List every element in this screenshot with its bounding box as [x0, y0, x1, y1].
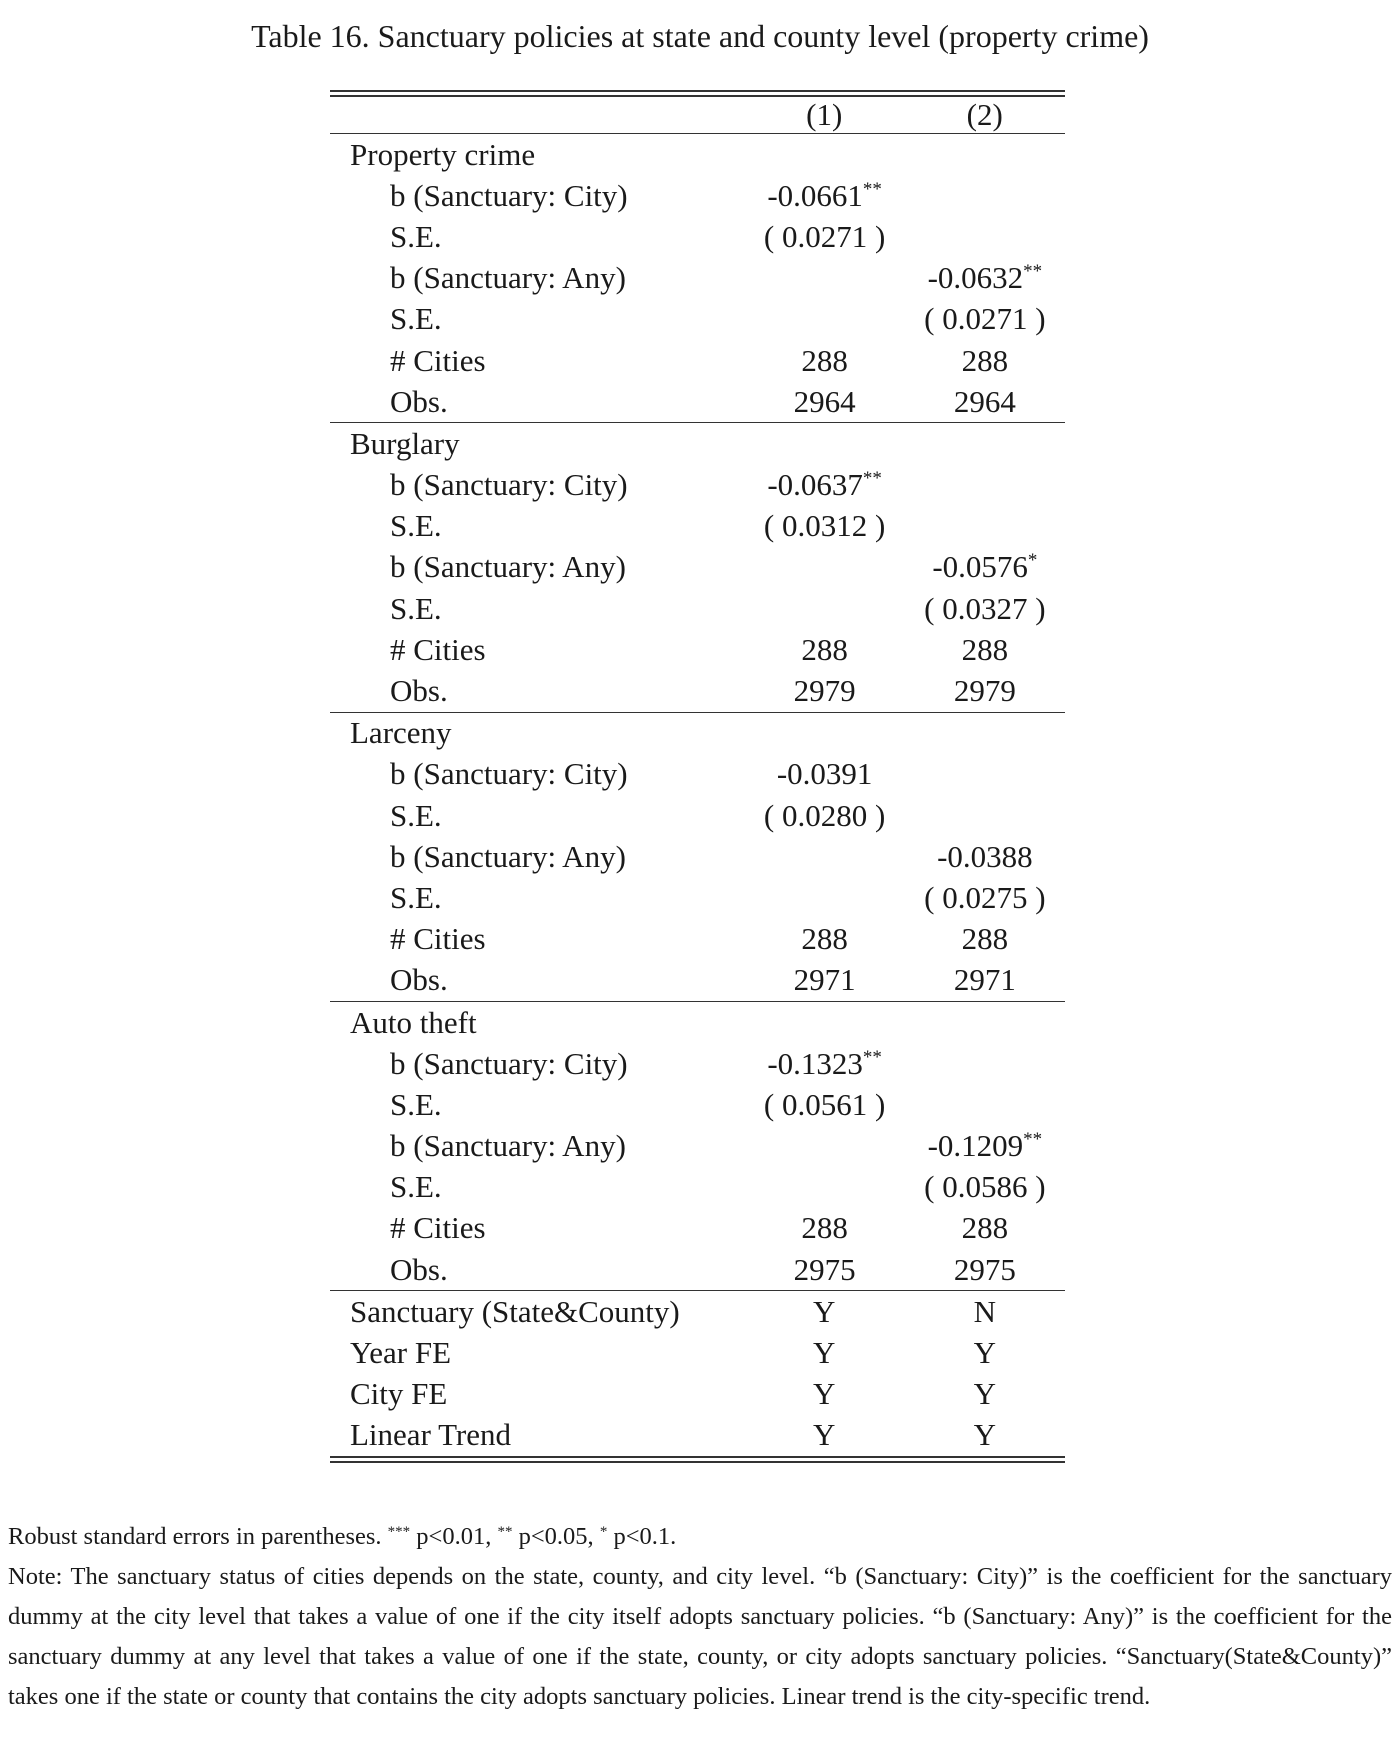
cell-col-2: ( 0.0586 )	[924, 1169, 1046, 1205]
cell-col-2: ( 0.0327 )	[924, 590, 1046, 626]
row-label: S.E.	[390, 508, 442, 544]
control-col-2: Y	[973, 1335, 996, 1371]
table-row	[330, 588, 1065, 629]
control-row	[330, 1415, 1065, 1456]
table-body	[330, 133, 1065, 1456]
row-label: S.E.	[390, 1086, 442, 1122]
cell-col-1: 288	[801, 631, 848, 667]
row-label: S.E.	[390, 590, 442, 626]
table-row	[330, 1043, 1065, 1084]
panel-title-row	[330, 1002, 1065, 1043]
row-label: b (Sanctuary: City)	[390, 177, 628, 213]
row-label: # Cities	[390, 342, 486, 378]
cell-col-2: 2971	[953, 962, 1016, 998]
control-label: Year FE	[350, 1335, 452, 1371]
cell-col-2: 288	[961, 631, 1009, 667]
row-label: S.E.	[390, 1169, 442, 1205]
cell-col-1: -0.0661**	[767, 177, 882, 213]
row-label: S.E.	[390, 218, 442, 254]
control-col-2: Y	[973, 1376, 996, 1412]
significance-prefix: Robust standard errors in parentheses.	[8, 1523, 382, 1550]
column-header-row	[330, 97, 1065, 133]
cell-col-2: 288	[961, 342, 1009, 378]
control-row	[330, 1332, 1065, 1373]
row-label: b (Sanctuary: City)	[390, 467, 628, 503]
cell-col-1: ( 0.0271 )	[763, 218, 886, 254]
row-label: Obs.	[390, 383, 448, 419]
table-row	[330, 795, 1065, 836]
table-row	[330, 1126, 1065, 1167]
cell-col-1: ( 0.0561 )	[763, 1086, 886, 1122]
row-label: b (Sanctuary: Any)	[390, 1128, 626, 1164]
cell-col-2: 288	[961, 921, 1009, 957]
row-label: Obs.	[390, 673, 448, 709]
table-row	[330, 465, 1065, 506]
table-row	[330, 1167, 1065, 1208]
cell-col-1: 2971	[793, 962, 856, 998]
explanatory-note: Note: The sanctuary status of cities depends on the state, county, and city level. “b (Sanctuary: City)” is the coefficient for the sanctuary dummy at the city level that takes a value of one if the city itself adopts sanctuary policies. “b (Sanctuary: Any)” is the coefficient for the sanctuary dummy at any level that takes a value of one if the state, county, or city adopts sanctuary policies. “Sanctuary(State&County)” takes one if the state or county that contains the city adopts sanctuary policies. Linear trend is the city-specific trend.	[8, 1563, 1392, 1710]
row-label: Obs.	[390, 1251, 448, 1287]
control-col-2: N	[973, 1293, 996, 1329]
cell-col-1: 288	[801, 921, 848, 957]
cell-col-2: -0.0632**	[927, 260, 1043, 296]
significance-note	[8, 1512, 1392, 1557]
cell-col-2: -0.1209**	[927, 1128, 1043, 1164]
control-col-1: Y	[813, 1335, 836, 1371]
table-row	[330, 836, 1065, 877]
column-header-1: (1)	[806, 97, 843, 132]
panel-title: Burglary	[350, 425, 460, 461]
cell-col-1: ( 0.0312 )	[763, 508, 886, 544]
table-row	[330, 216, 1065, 257]
cell-col-1: 288	[801, 342, 848, 378]
cell-col-2: -0.0388	[937, 838, 1033, 874]
row-label: b (Sanctuary: Any)	[390, 549, 626, 585]
panel-title-row	[330, 713, 1065, 754]
table-row	[330, 258, 1065, 299]
cell-col-2: ( 0.0271 )	[924, 301, 1046, 337]
table-row	[330, 629, 1065, 670]
table-row	[330, 299, 1065, 340]
sig-item: * p<0.1.	[599, 1523, 677, 1550]
control-col-1: Y	[813, 1417, 836, 1453]
cell-col-2: 2975	[953, 1251, 1016, 1287]
table-row	[330, 1084, 1065, 1125]
cell-col-2: -0.0576*	[932, 549, 1038, 585]
table-row	[330, 175, 1065, 216]
panel-title-row	[330, 423, 1065, 464]
table-row	[330, 340, 1065, 381]
top-rule	[330, 90, 1065, 97]
cell-col-2: 2979	[953, 673, 1016, 709]
control-label: City FE	[350, 1376, 448, 1412]
row-label: # Cities	[390, 631, 486, 667]
row-label: # Cities	[390, 1210, 486, 1246]
row-label: S.E.	[390, 879, 442, 915]
table-row	[330, 506, 1065, 547]
table-notes	[8, 1512, 1392, 1717]
table-row	[330, 547, 1065, 588]
regression-table	[330, 90, 1065, 1463]
table-row	[330, 1208, 1065, 1249]
cell-col-1: ( 0.0280 )	[763, 797, 886, 833]
control-col-1: Y	[813, 1293, 836, 1329]
row-label: S.E.	[390, 797, 442, 833]
cell-col-2: 288	[961, 1210, 1009, 1246]
panel-title: Larceny	[350, 715, 452, 751]
table-row	[330, 919, 1065, 960]
row-label: S.E.	[390, 301, 442, 337]
cell-col-1: 2979	[793, 673, 856, 709]
cell-col-2: 2964	[953, 383, 1016, 419]
row-label: b (Sanctuary: City)	[390, 756, 628, 792]
table-caption: Table 16. Sanctuary policies at state and county level (property crime)	[251, 18, 1149, 54]
cell-col-1: -0.1323**	[767, 1045, 882, 1081]
table-row	[330, 754, 1065, 795]
cell-col-1: 288	[801, 1210, 848, 1246]
cell-col-2: ( 0.0275 )	[924, 879, 1046, 915]
table-row	[330, 670, 1065, 711]
table-row	[330, 381, 1065, 422]
row-label: b (Sanctuary: Any)	[390, 838, 626, 874]
sig-item: *** p<0.01,	[387, 1523, 492, 1550]
control-label: Linear Trend	[350, 1417, 512, 1453]
panel-title: Auto theft	[350, 1004, 477, 1040]
control-row	[330, 1374, 1065, 1415]
cell-col-1: 2964	[793, 383, 856, 419]
cell-col-1: 2975	[793, 1251, 856, 1287]
sig-item: ** p<0.05,	[497, 1523, 594, 1550]
row-label: Obs.	[390, 962, 448, 998]
cell-col-1: -0.0637**	[767, 467, 882, 503]
cell-col-1: -0.0391	[776, 756, 873, 792]
row-label: # Cities	[390, 921, 486, 957]
panel-title-row	[330, 134, 1065, 175]
table-row	[330, 960, 1065, 1001]
control-row	[330, 1291, 1065, 1332]
control-col-1: Y	[813, 1376, 836, 1412]
row-label: b (Sanctuary: City)	[390, 1045, 628, 1081]
table-row	[330, 877, 1065, 918]
control-label: Sanctuary (State&County)	[350, 1293, 680, 1329]
panel-title: Property crime	[350, 136, 536, 172]
row-label: b (Sanctuary: Any)	[390, 260, 626, 296]
table-row	[330, 1249, 1065, 1290]
control-col-2: Y	[973, 1417, 996, 1453]
column-header-2: (2)	[966, 97, 1003, 132]
bottom-rule	[330, 1456, 1065, 1463]
